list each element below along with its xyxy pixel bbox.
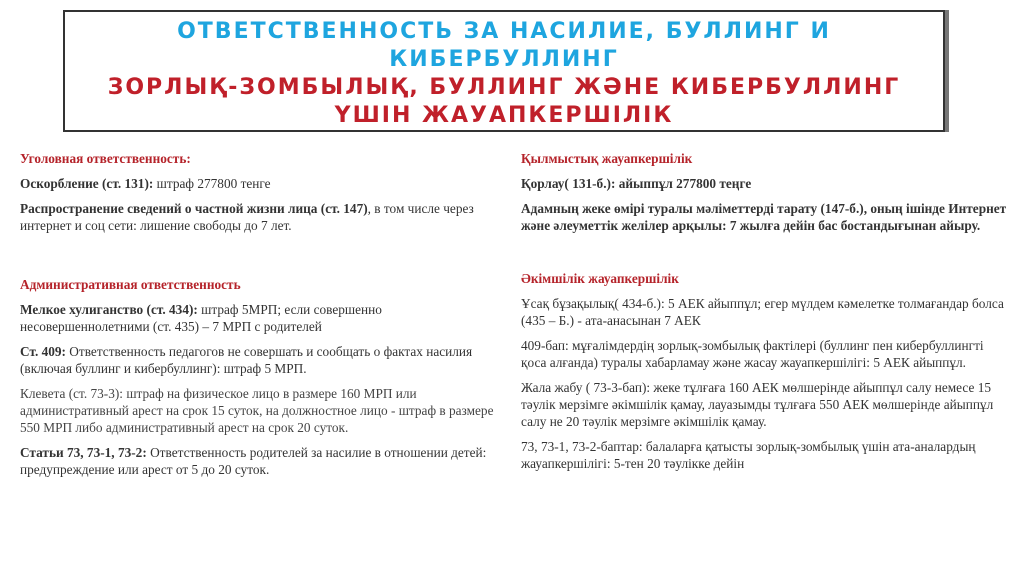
russian-column <box>20 150 500 486</box>
title-kazakh-line1: ЗОРЛЫҚ-ЗОМБЫЛЫҚ, БУЛЛИНГ ЖӘНЕ КИБЕРБУЛЛИНГ <box>107 75 901 100</box>
ru-privacy-label: Распространение сведений о частной жизни лица (ст. 147) <box>20 201 368 216</box>
ru-hooligan-text: штраф 5МРП; если совершенно несовершеннолетними (ст. 435) – 7 МРП с родителей <box>20 302 382 334</box>
ru-art409-paragraph <box>20 343 500 377</box>
title-russian: ОТВЕТСТВЕННОСТЬ ЗА НАСИЛИЕ, БУЛЛИНГ И КИБЕРБУЛЛИНГ <box>177 19 831 72</box>
ru-criminal-heading: Уголовная ответственность: <box>20 151 191 166</box>
ru-privacy-paragraph <box>20 200 500 234</box>
ru-parents-label: Статьи 73, 73-1, 73-2: <box>20 445 147 460</box>
kz-art409-paragraph: 409-бап: мұғалімдердің зорлық-зомбылық фактілері (буллинг пен кибербуллингті қоса алғанда) туралы хабарламау және жасау жауапкершілігі: 5 АЕК айыппұл. <box>521 338 984 370</box>
slide-title-box <box>63 10 945 132</box>
ru-privacy-text: , в том числе через интернет и соц сети: лишение свободы до 7 лет. <box>20 201 474 233</box>
ru-insult-label: Оскорбление (ст. 131): <box>20 176 154 191</box>
ru-parents-paragraph <box>20 444 500 478</box>
kz-slander-paragraph: Жала жабу ( 73-3-бап): жеке тұлғаға 160 АЕК мөлшерінде айыппұл салу немесе 15 тәулік мерзімге әкімшілік қамау, лауазымды тұлғаға 550 АЕК мөлшерінде айыппұл салу не 20 тәулік мерзімге әкімшілік қамау. <box>521 380 994 429</box>
ru-art409-label: Ст. 409: <box>20 344 66 359</box>
kz-parents-paragraph: 73, 73-1, 73-2-баптар: балаларға қатысты зорлық-зомбылық үшін ата-аналардың жауапкершілігі: 5-тен 20 тәулікке дейін <box>521 439 976 471</box>
ru-hooligan-label: Мелкое хулиганство (ст. 434): <box>20 302 198 317</box>
ru-hooligan-paragraph <box>20 301 500 335</box>
kz-insult-paragraph: Қорлау( 131-б.): айыппұл 277800 теңге <box>521 176 752 191</box>
kazakh-column <box>521 150 1011 480</box>
spacer <box>20 242 500 276</box>
ru-art409-text: Ответственность педагогов не совершать и сообщать о фактах насилия (включая буллинг и кибербуллинг): штраф 5 МРП. <box>20 344 473 376</box>
kz-privacy-paragraph: Адамның жеке өмірі туралы мәліметтерді тарату (147-б.), оның ішінде Интернет және әлеуметтік желілер арқылы: 7 жылға дейін бас бостандығынан айыру. <box>521 201 1007 233</box>
ru-admin-heading: Административная ответственность <box>20 277 241 292</box>
title-shadow-bar <box>945 10 949 132</box>
ru-insult-paragraph <box>20 175 500 192</box>
ru-parents-text: Ответственность родителей за насилие в отношении детей: предупреждение или арест от 5 до 20 суток. <box>20 445 487 477</box>
kz-admin-heading: Әкімшілік жауапкершілік <box>521 271 679 286</box>
ru-slander-paragraph: Клевета (ст. 73-3): штраф на физическое лицо в размере 160 МРП или административный арест на срок 15 суток, на должностное лицо - штраф в размере 550 МРП либо административный арест на срок 20 суток. <box>20 386 494 435</box>
ru-insult-text: штраф 277800 тенге <box>153 176 271 191</box>
kz-hooligan-paragraph: Ұсақ бұзақылық( 434-б.): 5 АЕК айыппұл; егер мүлдем кәмелетке толмағандар болса (435 – Б.) - ата-анасынан 7 АЕК <box>521 296 1004 328</box>
title-kazakh-line2: ҮШІН ЖАУАПКЕРШІЛІК <box>334 103 674 128</box>
kz-criminal-heading: Қылмыстық жауапкершілік <box>521 151 693 166</box>
spacer <box>521 242 1011 270</box>
